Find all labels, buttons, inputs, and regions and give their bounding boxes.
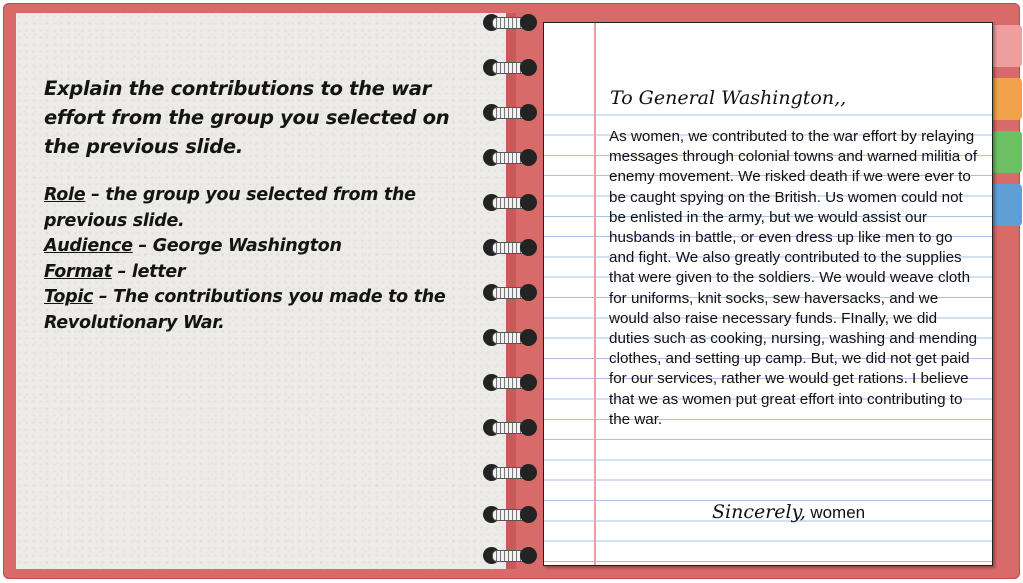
role-line — [44, 183, 464, 234]
topic-label: Topic — [44, 287, 94, 307]
spiral-ring — [483, 327, 537, 347]
tab-orange — [990, 78, 1022, 120]
spiral-ring — [483, 282, 537, 302]
prompt-panel — [44, 74, 464, 336]
spiral-ring — [483, 462, 537, 482]
letter-body[interactable]: As women, we contributed to the war effort by relaying messages through colonial towns and warned militia of enemy movement. We risked death if we were ever to be caught spying on the British. Us women could not be enlisted in the army, but we would assist our husbands in battle, or even dress up like men to go and fight. We also greatly contributed to the supplies that were given to the soldiers. We would weave cloth for uniforms, knit socks, sew haversacks, and we would also raise necessary funds. FInally, we did duties such as cooking, nursing, washing and mending clothes, and setting up camp. But, we did not get paid for our services, rather we would get rations. I believe that we as women put great effort into contributing to the war. — [609, 128, 978, 428]
spiral-ring — [483, 102, 537, 122]
spiral-ring — [483, 192, 537, 212]
topic-text: – The contributions you made to the Revolutionary War. — [44, 287, 446, 333]
audience-label: Audience — [44, 236, 133, 256]
role-text: – the group you selected from the previous slide. — [44, 185, 416, 231]
spiral-ring — [483, 237, 537, 257]
role-label: Role — [44, 185, 86, 205]
spiral-ring — [483, 147, 537, 167]
format-line — [44, 260, 464, 286]
topic-line — [44, 285, 464, 336]
spiral-ring — [483, 545, 537, 565]
paper-margin-line — [594, 23, 596, 565]
audience-text: – George Washington — [132, 236, 342, 256]
spiral-ring — [483, 417, 537, 437]
format-label: Format — [44, 261, 112, 282]
lined-paper — [543, 22, 993, 566]
letter-salutation[interactable]: To General Washington,, — [610, 87, 847, 109]
tab-pink — [990, 25, 1022, 67]
signature-name: women — [810, 503, 866, 522]
audience-line — [44, 234, 464, 260]
tab-blue — [990, 184, 1022, 226]
letter-closing[interactable] — [712, 501, 865, 523]
prompt-question: Explain the contributions to the war effort from the group you selected on the previous slide. — [44, 77, 450, 158]
closing-word: Sincerely, — [712, 501, 806, 523]
spiral-ring — [483, 57, 537, 77]
format-text: – letter — [111, 261, 186, 282]
spiral-ring — [483, 12, 537, 32]
spiral-ring — [483, 504, 537, 524]
spiral-ring — [483, 372, 537, 392]
tab-green — [990, 131, 1022, 173]
